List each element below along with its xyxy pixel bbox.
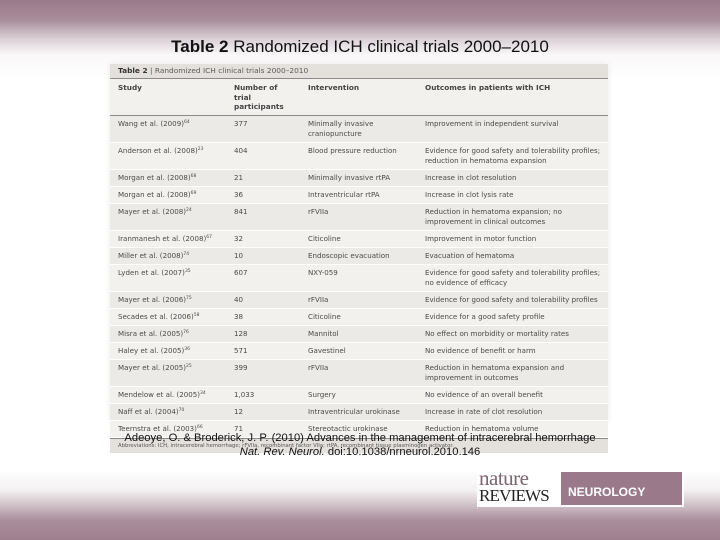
reference-number: 24: [186, 208, 192, 213]
cell-study: [110, 359, 226, 386]
cell-intervention: Intraventricular urokinase: [300, 403, 417, 420]
table-row: [110, 203, 608, 230]
reference-number: 69: [190, 191, 197, 196]
table-caption: [110, 64, 608, 79]
cell-participants: 21: [226, 169, 300, 186]
nature-reviews-neurology-logo: [477, 466, 684, 507]
cell-intervention: Citicoline: [300, 230, 417, 247]
cell-outcome: Increase in rate of clot resolution: [417, 403, 608, 420]
cell-study: [110, 291, 226, 308]
header-intervention: Intervention: [300, 79, 417, 115]
cell-participants: 399: [226, 359, 300, 386]
reference-number: 75: [186, 296, 192, 301]
cell-intervention: Surgery: [300, 386, 417, 403]
cell-participants: 38: [226, 308, 300, 325]
cell-intervention: rFVIIa: [300, 203, 417, 230]
table-row: [110, 325, 608, 342]
cell-outcome: Evidence for good safety and tolerability profiles; no evidence of efficacy: [417, 264, 608, 291]
study-name: Iranmanesh et al. (2008): [118, 234, 207, 243]
table-row: [110, 186, 608, 203]
table-row: [110, 403, 608, 420]
reference-number: 64: [183, 120, 190, 125]
cell-intervention: NXY-059: [300, 264, 417, 291]
slide-title-text: Randomized ICH clinical trials 2000–2010: [228, 37, 549, 56]
table-row: [110, 169, 608, 186]
table-row: [110, 386, 608, 403]
cell-outcome: No effect on morbidity or mortality rates: [417, 325, 608, 342]
cell-intervention: Mannitol: [300, 325, 417, 342]
cell-outcome: Evidence for a good safety profile: [417, 308, 608, 325]
table-row: [110, 308, 608, 325]
cell-outcome: Evidence for good safety and tolerability profiles; reduction in hematoma expansion: [417, 142, 608, 169]
cell-study: [110, 247, 226, 264]
citation-doi: doi:10.1038/nrneurol.2010.146: [324, 446, 481, 458]
reference-number: 66: [196, 425, 203, 430]
cell-participants: 841: [226, 203, 300, 230]
logo-nature-text: nature: [479, 466, 529, 490]
reference-number: 25: [186, 364, 192, 369]
cell-participants: 12: [226, 403, 300, 420]
header-participants: Number of trial participants: [226, 79, 300, 115]
reference-number: 76: [183, 330, 189, 335]
table-caption-text: Randomized ICH clinical trials 2000–2010: [154, 66, 309, 75]
table-row: [110, 230, 608, 247]
cell-intervention: Intraventricular rtPA: [300, 186, 417, 203]
study-name: Morgan et al. (2008): [118, 173, 191, 182]
study-name: Lyden et al. (2007): [118, 268, 185, 277]
study-name: Mendelow et al. (2005): [118, 390, 201, 399]
reference-number: 58: [193, 313, 200, 318]
table-row: [110, 291, 608, 308]
cell-study: [110, 403, 226, 420]
cell-intervention: rFVIIa: [300, 291, 417, 308]
cell-intervention: Minimally invasive rtPA: [300, 169, 417, 186]
cell-participants: 1,033: [226, 386, 300, 403]
cell-outcome: Increase in clot lysis rate: [417, 186, 608, 203]
slide-title-bold: Table 2: [171, 37, 229, 56]
table-row: [110, 115, 608, 142]
table-row: [110, 264, 608, 291]
cell-intervention: Blood pressure reduction: [300, 142, 417, 169]
cell-study: [110, 142, 226, 169]
study-name: Haley et al. (2005): [118, 346, 185, 355]
study-name: Mayer et al. (2006): [118, 295, 187, 304]
cell-participants: 377: [226, 115, 300, 142]
header-outcomes: Outcomes in patients with ICH: [417, 79, 608, 115]
cell-study: [110, 115, 226, 142]
cell-study: [110, 169, 226, 186]
citation-line1: Adeoye, O. & Broderick, J. P. (2010) Advances in the management of intracerebral hemorrhage: [124, 432, 596, 444]
logo-section-box: NEUROLOGY: [561, 472, 682, 505]
study-name: Wang et al. (2009): [118, 119, 184, 128]
cell-outcome: Reduction in hematoma expansion; no improvement in clinical outcomes: [417, 203, 608, 230]
table-row: [110, 342, 608, 359]
reference-number: 74: [183, 252, 190, 257]
study-name: Teernstra et al. (2003): [118, 424, 197, 433]
citation-journal: Nat. Rev. Neurol.: [239, 446, 325, 458]
table-row: [110, 359, 608, 386]
cell-participants: 404: [226, 142, 300, 169]
citation-line2: [0, 445, 720, 459]
cell-outcome: Evidence for good safety and tolerability profiles: [417, 291, 608, 308]
slide-title: [0, 37, 720, 57]
cell-intervention: rFVIIa: [300, 359, 417, 386]
cell-outcome: No evidence of an overall benefit: [417, 386, 608, 403]
cell-study: [110, 325, 226, 342]
study-name: Mayer et al. (2005): [118, 363, 187, 372]
table-caption-number: Table 2: [118, 66, 148, 75]
cell-participants: 40: [226, 291, 300, 308]
cell-outcome: Increase in clot resolution: [417, 169, 608, 186]
reference-number: 68: [190, 174, 197, 179]
cell-participants: 10: [226, 247, 300, 264]
cell-outcome: Evacuation of hematoma: [417, 247, 608, 264]
cell-study: [110, 264, 226, 291]
cell-intervention: Minimally invasive craniopuncture: [300, 115, 417, 142]
cell-study: [110, 186, 226, 203]
cell-outcome: Reduction in hematoma volume: [417, 420, 608, 437]
cell-intervention: Citicoline: [300, 308, 417, 325]
study-name: Secades et al. (2006): [118, 312, 194, 321]
reference-number: 36: [184, 347, 191, 352]
trials-table: [110, 79, 608, 438]
table-footnote: Abbreviations: ICH, intracerebral hemorrhage; rFVIIa, recombinant factor VIIa; rtPA, recombinant tissue plasminogen activator.: [110, 438, 608, 453]
citation: [0, 431, 720, 459]
study-name: Miller et al. (2008): [118, 251, 184, 260]
cell-study: [110, 386, 226, 403]
cell-participants: 571: [226, 342, 300, 359]
reference-number: 70: [178, 408, 185, 413]
cell-study: [110, 342, 226, 359]
table-caption-separator: |: [147, 66, 155, 75]
cell-outcome: Reduction in hematoma expansion and improvement in outcomes: [417, 359, 608, 386]
cell-participants: 36: [226, 186, 300, 203]
reference-number: 35: [184, 269, 191, 274]
study-name: Mayer et al. (2008): [118, 207, 187, 216]
reference-number: 34: [200, 391, 206, 396]
cell-intervention: Endoscopic evacuation: [300, 247, 417, 264]
header-study: Study: [110, 79, 226, 115]
study-name: Morgan et al. (2008): [118, 190, 191, 199]
reference-number: 67: [206, 235, 212, 240]
cell-participants: 32: [226, 230, 300, 247]
table-header-row: [110, 79, 608, 115]
table-row: [110, 142, 608, 169]
cell-intervention: Gavestinel: [300, 342, 417, 359]
cell-study: [110, 203, 226, 230]
cell-participants: 128: [226, 325, 300, 342]
cell-participants: 607: [226, 264, 300, 291]
cell-study: [110, 308, 226, 325]
study-name: Naff et al. (2004): [118, 407, 179, 416]
cell-study: [110, 230, 226, 247]
study-name: Misra et al. (2005): [118, 329, 184, 338]
cell-participants: 71: [226, 420, 300, 437]
cell-outcome: Improvement in independent survival: [417, 115, 608, 142]
study-name: Anderson et al. (2008): [118, 146, 198, 155]
logo-reviews-text: REVIEWS: [479, 486, 549, 505]
table-row: [110, 247, 608, 264]
cell-outcome: Improvement in motor function: [417, 230, 608, 247]
cell-intervention: Stereotactic urokinase: [300, 420, 417, 437]
cell-outcome: No evidence of benefit or harm: [417, 342, 608, 359]
reference-number: 23: [197, 147, 204, 152]
